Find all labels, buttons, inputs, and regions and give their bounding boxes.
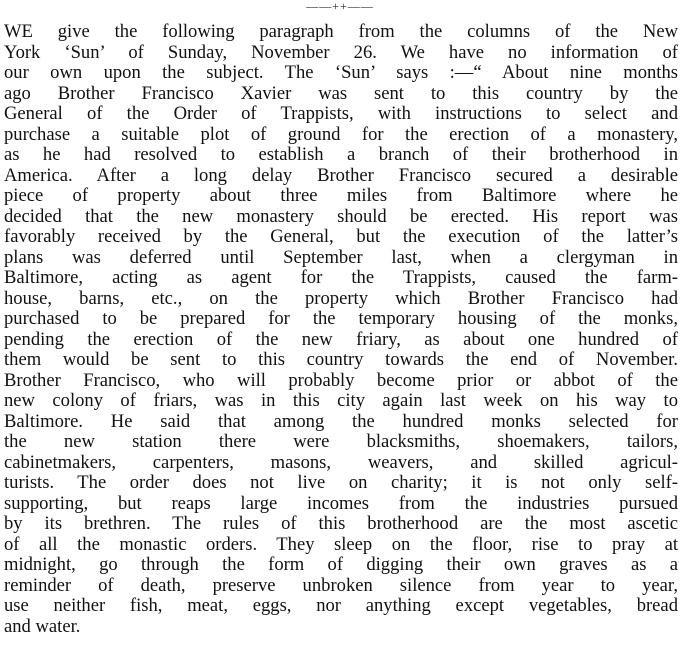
article-line: piece of property about three miles from Baltimore where he (4, 185, 678, 206)
article-line: purchase a suitable plot of ground for the erection of a monastery, (4, 123, 678, 145)
section-divider-ornament: ——++—— (306, 0, 374, 13)
article-line: Baltimore. He said that among the hundred monks selected for (4, 410, 678, 432)
article-line: turists. The order does not live on charity; it is not only self- (4, 472, 678, 493)
article-line: favorably received by the General, but the execution of the latter’s (4, 226, 678, 247)
article-line: Baltimore, acting as agent for the Trappists, caused the farm- (4, 267, 678, 288)
article-line: reminder of death, preserve unbroken silence from year to year, (4, 574, 678, 596)
article-line: our own upon the subject. The ‘Sun’ says :—“ About nine months (4, 62, 678, 83)
article-line: and water. (4, 615, 81, 637)
article-line: cabinetmakers, carpenters, masons, weavers, and skilled agricul- (4, 451, 678, 473)
article-line: house, barns, etc., on the property which Brother Francisco had (4, 287, 678, 309)
article-line: the new station there were blacksmiths, shoemakers, tailors, (4, 431, 678, 452)
article-line: ago Brother Francisco Xavier was sent to this country by the (4, 82, 678, 104)
article-line: decided that the new monastery should be erected. His report was (4, 205, 678, 227)
article-line: General of the Order of Trappists, with instructions to select and (4, 103, 678, 124)
article-line: WE give the following paragraph from the columns of the New (4, 21, 678, 42)
article-line: Brother Francisco, who will probably become prior or abbot of the (4, 369, 678, 391)
article-line: plans was deferred until September last, when a clergyman in (4, 246, 678, 268)
article-line: America. After a long delay Brother Francisco secured a desirable (4, 164, 678, 186)
article-paragraph (4, 22, 678, 637)
article-line: midnight, go through the form of digging their own graves as a (4, 554, 678, 575)
article-line: supporting, but reaps large incomes from the industries pursued (4, 492, 678, 514)
article-line: as he had resolved to establish a branch of their brotherhood in (4, 144, 678, 165)
article-line: York ‘Sun’ of Sunday, November 26. We have no information of (4, 41, 678, 63)
article-line: pending the erection of the new friary, as about one hundred of (4, 328, 678, 350)
article-line: of all the monastic orders. They sleep on the floor, rise to pray at (4, 533, 678, 555)
article-line: purchased to be prepared for the temporary housing of the monks, (4, 308, 678, 329)
article-line: them would be sent to this country towards the end of November. (4, 349, 678, 370)
article-line: by its brethren. The rules of this brotherhood are the most ascetic (4, 513, 678, 534)
article-line: new colony of friars, was in this city again last week on his way to (4, 390, 678, 411)
article-line: use neither fish, meat, eggs, nor anything except vegetables, bread (4, 595, 678, 616)
